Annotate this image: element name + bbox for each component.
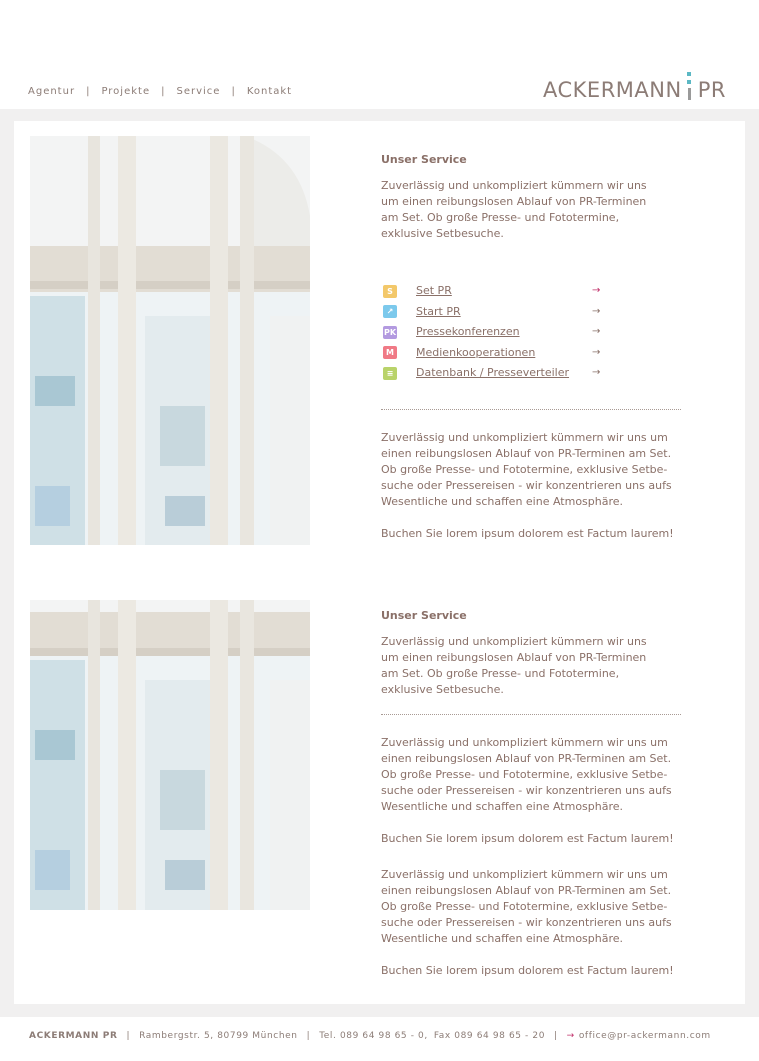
m-badge-icon: M — [383, 346, 397, 359]
set-pr-badge-icon: S — [383, 285, 397, 298]
footer-separator: | — [126, 1031, 131, 1041]
section-heading: Unser Service — [381, 153, 467, 166]
nav-separator: | — [231, 86, 236, 97]
service-item-datenbank[interactable] — [381, 363, 681, 384]
section-body: Zuverlässig und unkompliziert kümmern wir uns um einen reibungslosen Ablauf von PR-Terminen am Set. Ob große Presse- und Fototermine, exklusive Setbe-suche oder Pressereisen - wir konzentrieren uns aufs Wesentliche und schaffen eine Atmosphäre. — [381, 430, 672, 508]
nav-separator: | — [161, 86, 166, 97]
pk-badge-icon: PK — [383, 327, 397, 337]
footer-email-link[interactable]: office@pr-ackermann.com — [578, 1031, 711, 1041]
footer-address: Rambergstr. 5, 80799 München — [139, 1031, 298, 1041]
window-photo-2 — [30, 600, 310, 910]
service-list — [381, 281, 681, 384]
section-intro: Zuverlässig und unkompliziert kümmern wir uns um einen reibungslosen Ablauf von PR-Terminen am Set. Ob große Presse- und Fototermine, exklusive Setbesuche. — [381, 635, 647, 696]
section-intro: Zuverlässig und unkompliziert kümmern wir uns um einen reibungslosen Ablauf von PR-Terminen am Set. Ob große Presse- und Fototermine, exklusive Setbesuche. — [381, 179, 647, 240]
footer-fax: Fax 089 64 98 65 - 20 — [433, 1031, 546, 1041]
logo-text-right: PR — [697, 78, 726, 102]
service-item-start-pr[interactable] — [381, 302, 681, 323]
arrow-right-icon[interactable]: → — [592, 367, 601, 379]
window-photo-2-image — [30, 600, 310, 910]
service-link-datenbank[interactable]: Datenbank / Presseverteiler — [416, 366, 570, 380]
arrow-right-icon[interactable]: → — [592, 346, 601, 358]
section-closing: Buchen Sie lorem ipsum dolorem est Factum laurem! — [381, 832, 674, 845]
service-section-2 — [381, 608, 681, 979]
service-item-set-pr[interactable] — [381, 281, 681, 302]
nav-item-kontakt[interactable]: Kontakt — [246, 86, 293, 97]
service-link-start-pr[interactable]: Start PR — [416, 304, 461, 318]
main-nav — [28, 86, 292, 97]
nav-item-service[interactable]: Service — [176, 86, 221, 97]
service-link-pressekonferenzen[interactable]: Pressekonferenzen — [416, 325, 520, 339]
nav-separator: | — [86, 86, 91, 97]
logo[interactable] — [543, 70, 726, 102]
arrow-right-icon[interactable]: → — [592, 305, 601, 317]
service-section-1 — [381, 152, 681, 542]
section-body: Zuverlässig und unkompliziert kümmern wir uns um einen reibungslosen Ablauf von PR-Terminen am Set. Ob große Presse- und Fototermine, exklusive Setbe-suche oder Pressereisen - wir konzentrieren uns aufs Wesentliche und schaffen eine Atmosphäre. — [381, 868, 672, 945]
arrow-right-icon: → — [566, 1031, 575, 1041]
logo-text-left: ACKERMANN — [543, 78, 682, 102]
list-badge-icon: ≡ — [383, 367, 397, 380]
service-link-medienkooperationen[interactable]: Medienkooperationen — [416, 345, 536, 359]
start-pr-badge-icon: ↗ — [383, 305, 397, 318]
service-item-pressekonferenzen[interactable] — [381, 322, 681, 343]
footer-separator: | — [554, 1031, 558, 1041]
divider — [381, 409, 681, 410]
footer-separator: | — [306, 1031, 311, 1041]
arrow-right-icon[interactable]: → — [592, 326, 601, 338]
divider — [381, 714, 681, 715]
arrow-right-icon[interactable]: → — [592, 285, 601, 297]
nav-item-projekte[interactable]: Projekte — [101, 86, 151, 97]
footer-phone: Tel. 089 64 98 65 - 0, — [319, 1031, 428, 1041]
window-photo-1-image — [30, 136, 310, 545]
service-link-set-pr[interactable]: Set PR — [416, 284, 452, 298]
footer-brand: ACKERMANN PR — [29, 1031, 118, 1041]
section-closing: Buchen Sie lorem ipsum dolorem est Factum laurem! — [381, 964, 674, 977]
section-closing: Buchen Sie lorem ipsum dolorem est Factum laurem! — [381, 526, 674, 540]
section-heading: Unser Service — [381, 609, 467, 622]
footer — [29, 1031, 711, 1041]
window-photo-1 — [30, 136, 310, 545]
nav-item-agentur[interactable]: Agentur — [28, 86, 76, 97]
section-body: Zuverlässig und unkompliziert kümmern wir uns um einen reibungslosen Ablauf von PR-Terminen am Set. Ob große Presse- und Fototermine, exklusive Setbe-suche oder Pressereisen - wir konzentrieren uns aufs Wesentliche und schaffen eine Atmosphäre. — [381, 736, 672, 813]
service-item-medienkooperationen[interactable] — [381, 343, 681, 364]
logo-dots-icon — [684, 72, 696, 102]
